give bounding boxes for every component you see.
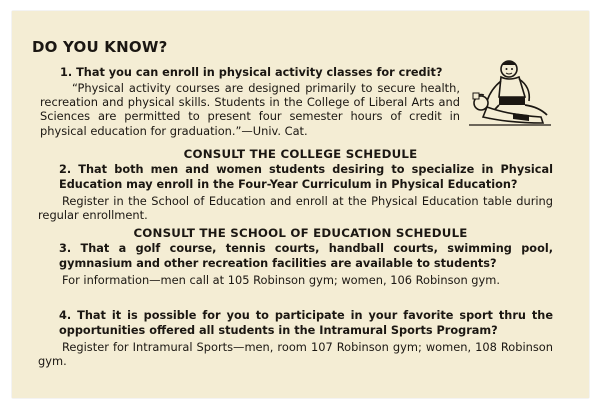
wrestlers-illustration (469, 57, 551, 129)
consult-college-heading: CONSULT THE COLLEGE SCHEDULE (183, 147, 418, 161)
card-title: DO YOU KNOW? (32, 38, 168, 56)
question-1: 1. That you can enroll in physical activity classes for credit? (60, 66, 443, 79)
answer-3: For information—men call at 105 Robinson gym; women, 106 Robinson gym. (62, 273, 500, 287)
answer-1: “Physical activity courses are designed primarily to secure health, recreation and physical skills. Students in the College of Liberal Arts and Sciences are permitted to present four semester hours of credit in physical education for graduation.”—Univ. Cat. (40, 81, 460, 138)
answer-2: Register in the School of Education and enroll at the Physical Education table during regular enrollment. (38, 194, 553, 223)
consult-education-heading: CONSULT THE SCHOOL OF EDUCATION SCHEDULE (133, 226, 468, 240)
question-4: 4. That it is possible for you to participate in your favorite sport thru the opportunities offered all students in the Intramural Sports Program? (59, 309, 553, 337)
question-2: 2. That both men and women students desiring to specialize in Physical Education may enroll in the Four-Year Curriculum in Physical Education? (59, 163, 553, 191)
answer-4: Register for Intramural Sports—men, room 107 Robinson gym; women, 108 Robinson gym. (38, 340, 553, 369)
question-3: 3. That a golf course, tennis courts, handball courts, swimming pool, gymnasium and other recreation facilities are available to students? (59, 242, 553, 270)
